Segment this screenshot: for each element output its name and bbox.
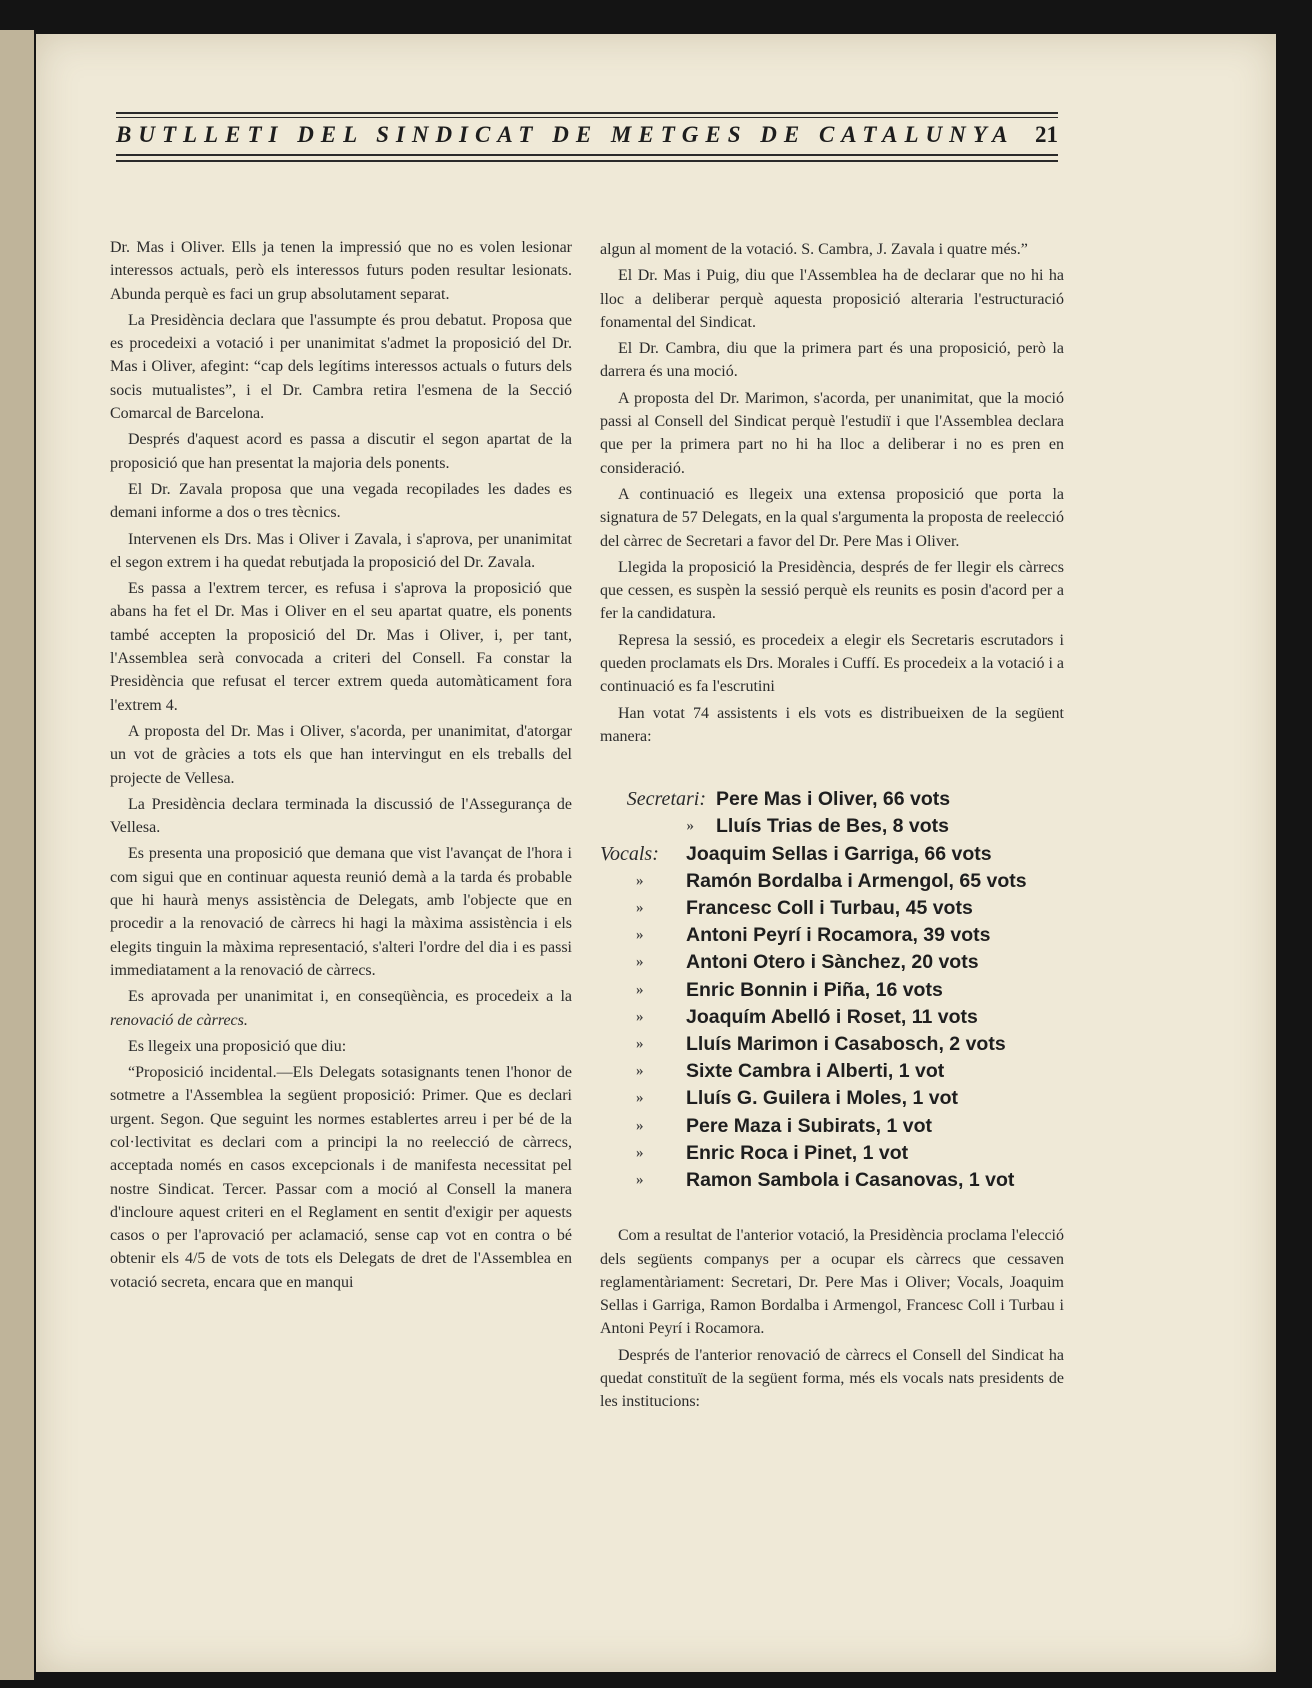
result-row [600,895,1064,922]
ditto-mark: » [636,900,644,917]
result-entry: Ramon Sambola i Casanovas, 1 vot [686,1169,1015,1192]
page-number: 21 [1035,122,1058,147]
paragraph: algun al moment de la votació. S. Cambra, J. Zavala i quatre més.” [600,241,1028,258]
right-column [600,238,1064,1417]
paragraph: El Dr. Cambra, diu que la primera part és una proposició, però la darrera és una moció. [600,340,1064,381]
paragraph-text: Es aprovada per unanimitat i, en conseqüència, es procedeix a la [128,988,572,1006]
result-row [600,1085,1064,1112]
result-entry: Lluís G. Guilera i Moles, 1 vot [686,1087,958,1110]
result-entry: Antoni Peyrí i Rocamora, 39 vots [686,924,991,947]
left-column [110,236,572,1297]
paragraph: La Presidència declara terminada la discussió de l'Assegurança de Vellesa. [110,795,572,837]
result-entry: Lluís Marimon i Casabosch, 2 vots [686,1033,1006,1056]
header-title-row [116,118,1058,154]
ditto-mark: » [636,1090,644,1107]
vocals-label: Vocals: [600,842,659,865]
adjacent-page-edge [0,30,34,1680]
journal-title: BUTLLETI DEL SINDICAT DE METGES DE CATALUNYA [116,122,1015,147]
ditto-mark: » [636,927,644,944]
paragraph-italic: renovació de càrrecs. [110,1011,248,1029]
header-bottom-rule [116,154,1058,162]
result-entry: Joaquim Sellas i Garriga, 66 vots [686,842,992,865]
ditto-mark: » [636,1172,644,1189]
result-entry: Lluís Trias de Bes, 8 vots [716,815,950,838]
ditto-mark: » [636,954,644,971]
result-entry: Pere Mas i Oliver, 66 vots [716,788,951,811]
paragraph: “Proposició incidental.—Els Delegats sotasignants tenen l'honor de sotmetre a l'Assemblea la següent proposició: Primer. Que es declari urgent. Segon. Que seguint les normes establertes arreu i per bé de la col·lectivitat es declari com a principi la no reelecció de càrrecs, acceptada només en casos excepcionals i de manifesta necessitat pel nostre Sindicat. Tercer. Passar com a moció al Consell la manera d'incloure aquest criteri en el Reglament en sentit d'exigir per aquests casos o per l'aprovació per aclamació, sense cap vot en contra o bé obtenir els 4/5 de vots de tots els Delegats de dret de l'Assemblea en votació secreta, encara que en manqui [110,1064,572,1291]
paragraph: El Dr. Mas i Puig, diu que l'Assemblea ha de declarar que no hi ha lloc a deliberar perquè aquesta proposició alteraria l'estructuració fonamental del Sindicat. [600,267,1064,331]
paragraph: Després d'aquest acord es passa a discutir el segon apartat de la proposició que han presentat la majoria dels ponents. [110,431,572,472]
result-row [600,1004,1064,1031]
result-row [600,1113,1064,1140]
ditto-mark: » [636,1008,644,1025]
ditto-mark: » [636,872,644,889]
result-row [600,1140,1064,1167]
ditto-mark: » [636,981,644,998]
result-entry: Sixte Cambra i Alberti, 1 vot [686,1060,945,1083]
running-header [116,112,1058,162]
paragraph: A proposta del Dr. Mas i Oliver, s'acorda, per unanimitat, d'atorgar un vot de gràcies a tots els que han intervingut en els treballs del projecte de Vellesa. [110,722,572,787]
paragraph: Llegida la proposició la Presidència, després de fer llegir els càrrecs que cessen, es suspèn la sessió perquè els reunits es posin d'acord per a fer la candidatura. [600,558,1064,623]
paragraph: Represa la sessió, es procedeix a elegir els Secretaris escrutadors i queden proclamats els Drs. Morales i Cuffí. Es procedeix a la votació i a continuació es fa l'escrutini [600,631,1065,696]
result-entry: Ramón Bordalba i Armengol, 65 vots [686,869,1027,892]
result-row [600,1058,1064,1085]
result-entry: Pere Maza i Subirats, 1 vot [686,1114,933,1137]
result-row [600,813,1064,840]
result-row [600,977,1064,1004]
paragraph: Intervenen els Drs. Mas i Oliver i Zavala, i s'aprova, per unanimitat el segon extrem i ha quedat rebutjada la proposició del Dr. Zavala. [110,530,572,571]
paragraph: Han votat 74 assistents i els vots es distribueixen de la següent manera: [600,704,1064,745]
result-entry: Francesc Coll i Turbau, 45 vots [686,897,973,920]
result-row [600,1167,1064,1194]
paragraph: A proposta del Dr. Marimon, s'acorda, per unanimitat, que la moció passi al Consell del Sindicat perquè l'estudiï i que l'Assemblea declara que per la primera part no hi ha lloc a deliberar i no es pren en consideració. [600,389,1064,477]
paragraph: Després de l'anterior renovació de càrrecs el Consell del Sindicat ha quedat constituït de la següent forma, més els vocals nats presidents de les institucions: [600,1346,1064,1411]
paragraph: Com a resultat de l'anterior votació, la Presidència proclama l'elecció dels següents companys per a ocupar els càrrecs que cessaven reglamentàriament: Secretari, Dr. Pere Mas i Oliver; Vocals, Joaquim Sellas i Garriga, Ramon Bordalba i Armengol, Francesc Coll i Turbau i Antoni Peyrí i Rocamora. [600,1227,1064,1338]
result-entry: Antoni Otero i Sànchez, 20 vots [686,951,979,974]
paragraph: Dr. Mas i Oliver. Ells ja tenen la impressió que no es volen lesionar interessos actuals, però els interessos futurs poden resultar lesionats. Abunda perquè es faci un grup absolutament separat. [110,239,572,303]
result-entry: Joaquím Abelló i Roset, 11 vots [686,1005,978,1028]
ditto-mark: » [636,1063,644,1080]
result-entry: Enric Roca i Pinet, 1 vot [686,1141,909,1164]
result-row [600,868,1064,895]
paragraph [110,985,572,1032]
paragraph: La Presidència declara que l'assumpte és prou debatut. Proposa que es procedeixi a votació i per unanimitat s'admet la proposició del Dr. Mas i Oliver, afegint: “cap dels legítims interessos actuals o futurs dels socis mutualistes”, i el Dr. Cambra retira l'esmena de la Secció Comarcal de Barcelona. [110,311,572,423]
result-row [600,922,1064,949]
secretari-label: Secretari: [626,788,706,811]
ditto-mark: » [636,1036,644,1053]
paragraph: Es llegeix una proposició que diu: [128,1037,347,1055]
paragraph: A continuació es llegeix una extensa proposició que porta la signatura de 57 Delegats, en la qual s'argumenta la proposta de reelecció del càrrec de Secretari a favor del Dr. Pere Mas i Oliver. [600,485,1064,550]
election-results [600,786,1064,1194]
result-row [600,1031,1064,1058]
paragraph: El Dr. Zavala proposa que una vegada recopilades les dades es demani informe a dos o tres tècnics. [110,480,572,522]
result-entry: Enric Bonnin i Piña, 16 vots [686,978,943,1001]
paragraph: Es passa a l'extrem tercer, es refusa i s'aprova la proposició que abans ha fet el Dr. Mas i Oliver en el seu apartat quatre, els ponents també accepten la proposició del Dr. Mas i Oliver, i, per tant, l'Assemblea serà convocada a criteri del Consell. Fa constar la Presidència que refusat el tercer extrem queda automàticament fora l'extrem 4. [110,580,572,714]
ditto-mark: » [636,1144,644,1161]
paragraph: Es presenta una proposició que demana que vist l'avançat de l'hora i com sigui que en continuar aquesta reunió demà a la tarda és probable que hi haurà menys assistència de Delegats, amb l'objecte que en procedir a la renovació de càrrecs hi hagi la màxima assistència i els elegits tinguin la màxima representació, s'alteri l'ordre del dia i es passi immediatament a la renovació de càrrecs. [110,845,572,979]
ditto-mark: » [636,1117,644,1134]
result-row [600,786,1064,813]
result-row [600,841,1064,868]
result-row [600,949,1064,976]
ditto-mark: » [686,818,694,835]
